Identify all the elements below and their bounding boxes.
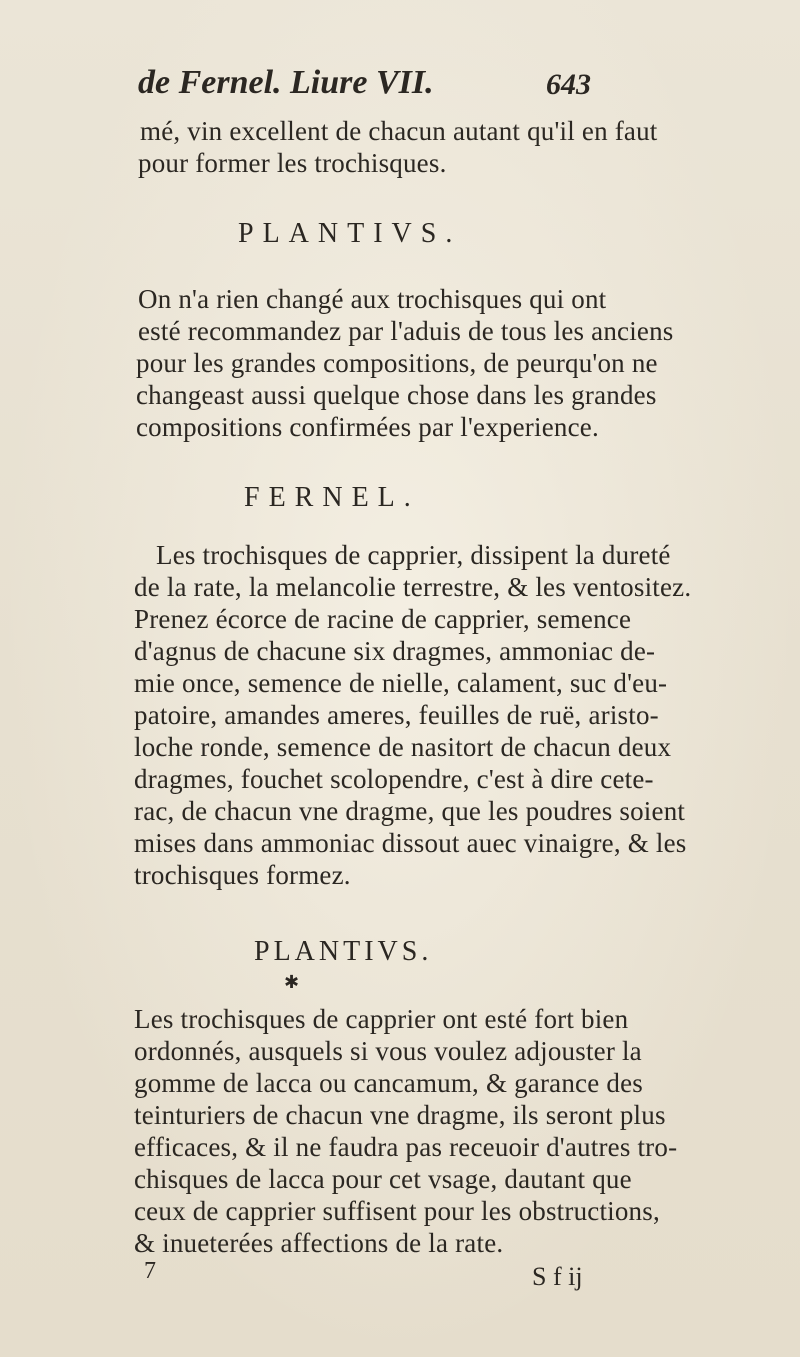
text-line: patoire, amandes ameres, feuilles de ruë, aristo- — [134, 700, 659, 730]
text-line: gomme de lacca ou cancamum, & garance des — [134, 1068, 643, 1098]
text-line: trochisques formez. — [134, 860, 351, 890]
text-line: loche ronde, semence de nasitort de chacun deux — [134, 732, 672, 762]
text-line: ceux de capprier suffisent pour les obstructions, — [134, 1196, 660, 1226]
text-line: rac, de chacun vne dragme, que les poudres soient — [134, 796, 686, 826]
text-line: & inueterées affections de la rate. — [134, 1228, 504, 1258]
text-line: pour former les trochisques. — [138, 148, 447, 178]
page-number: 643 — [546, 68, 591, 101]
text-line: Les trochisques de capprier, dissipent la dureté — [156, 540, 671, 570]
text-line: mie once, semence de nielle, calament, suc d'eu- — [134, 668, 668, 698]
text-line: mé, vin excellent de chacun autant qu'il en faut — [140, 116, 658, 146]
running-header — [138, 64, 658, 108]
text-line: dragmes, fouchet scolopendre, c'est à dire cete- — [134, 764, 654, 794]
catchmark: 7 — [144, 1258, 156, 1284]
text-line: esté recommandez par l'aduis de tous les anciens — [138, 316, 674, 346]
section-heading: FERNEL. — [244, 482, 420, 513]
section-heading: PLANTIVS. — [254, 936, 433, 967]
text-line: Prenez écorce de racine de capprier, semence — [134, 604, 632, 634]
text-line: efficaces, & il ne faudra pas receuoir d'autres tro- — [134, 1132, 678, 1162]
text-line: pour les grandes compositions, de peurqu'on ne — [136, 348, 658, 378]
text-line: compositions confirmées par l'experience. — [136, 412, 599, 442]
text-line: mises dans ammoniac dissout auec vinaigre, & les — [134, 828, 687, 858]
text-line: ordonnés, ausquels si vous voulez adjouster la — [134, 1036, 642, 1066]
text-line: teinturiers de chacun vne dragme, ils seront plus — [134, 1100, 666, 1130]
text-line: de la rate, la melancolie terrestre, & les ventositez. — [134, 572, 692, 602]
text-line: d'agnus de chacune six dragmes, ammoniac de- — [134, 636, 656, 666]
text-line: Les trochisques de capprier ont esté fort bien — [134, 1004, 629, 1034]
text-line: On n'a rien changé aux trochisques qui ont — [138, 284, 607, 314]
ornament-mark: ✱ — [284, 972, 300, 992]
signature-mark: S f ij — [532, 1262, 583, 1291]
text-line: changeast aussi quelque chose dans les grandes — [136, 380, 657, 410]
text-line: chisques de lacca pour cet vsage, dautant que — [134, 1164, 632, 1194]
running-title: de Fernel. Liure VII. — [138, 64, 434, 101]
section-heading: PLANTIVS. — [238, 218, 462, 249]
